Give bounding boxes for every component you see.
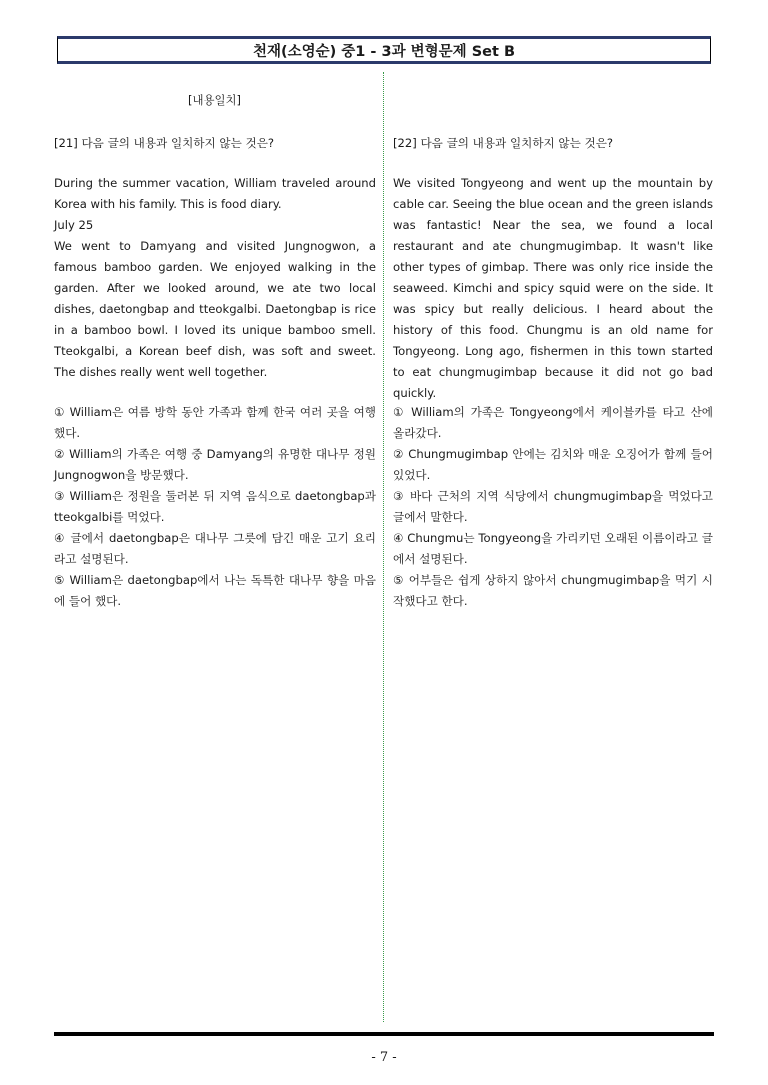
passage-21 <box>54 173 376 383</box>
choices-21 <box>54 402 376 612</box>
page-header <box>57 36 711 64</box>
choice-item: ⑤ 어부들은 쉽게 상하지 않아서 chungmugimbap을 먹기 시작했다고 한다. <box>393 573 713 608</box>
choice-item: ③ William은 정원을 둘러본 뒤 지역 음식으로 daetongbap과 tteokgalbi를 먹었다. <box>54 489 376 524</box>
passage-paragraph: We went to Damyang and visited Jungnogwon, a famous bamboo garden. We enjoyed walking in the garden. After we looked around, we ate two local dishes, daetongbap and tteokgalbi. Daetongbap is rice in a bamboo bowl. I loved its unique bamboo smell. Tteokgalbi, a Korean beef dish, was soft and sweet. The dishes really went well together. <box>54 239 376 379</box>
choice-item: ② Chungmugimbap 안에는 김치와 매운 오징어가 함께 들어 있었다. <box>393 447 713 482</box>
choice-item: ⑤ William은 daetongbap에서 나는 독특한 대나무 향을 마음에 들어 했다. <box>54 573 376 608</box>
choice-item: ③ 바다 근처의 지역 식당에서 chungmugimbap을 먹었다고 글에서 말한다. <box>393 489 713 524</box>
passage-paragraph: July 25 <box>54 218 94 232</box>
passage-paragraph: We visited Tongyeong and went up the mountain by cable car. Seeing the blue ocean and the green islands was fantastic! Near the sea, we found a local restaurant and ate chungmugimbap. It wasn't like other types of gimbap. There was only rice inside the seaweed. Kimchi and spicy squid were on the side. It was spicy but really delicious. I heard about the history of this food. Chungmu is an old name for Tongyeong. Long ago, fishermen in this town started to eat chungmugimbap because it did not go bad quickly. <box>393 176 713 400</box>
passage-paragraph: During the summer vacation, William traveled around Korea with his family. This is food diary. <box>54 176 376 211</box>
page-number: - 7 - <box>371 1050 397 1065</box>
header-title: 천재(소영순) 중1 - 3과 변형문제 Set B <box>252 43 516 60</box>
column-divider <box>383 72 384 1022</box>
footer-rule <box>54 1032 714 1036</box>
choice-item: ① William의 가족은 Tongyeong에서 케이블카를 타고 산에 올라갔다. <box>393 405 713 440</box>
question-21: [21] 다음 글의 내용과 일치하지 않는 것은? <box>54 136 275 150</box>
question-22: [22] 다음 글의 내용과 일치하지 않는 것은? <box>393 136 614 150</box>
section-tag: [내용일치] <box>188 93 241 107</box>
choices-22 <box>393 402 713 612</box>
passage-22 <box>393 173 713 404</box>
choice-item: ④ 글에서 daetongbap은 대나무 그릇에 담긴 매운 고기 요리라고 설명된다. <box>54 531 376 566</box>
choice-item: ② William의 가족은 여행 중 Damyang의 유명한 대나무 정원 Jungnogwon을 방문했다. <box>54 447 376 482</box>
choice-item: ④ Chungmu는 Tongyeong을 가리키던 오래된 이름이라고 글에서 설명된다. <box>393 531 713 566</box>
choice-item: ① William은 여름 방학 동안 가족과 함께 한국 여러 곳을 여행했다. <box>54 405 376 440</box>
